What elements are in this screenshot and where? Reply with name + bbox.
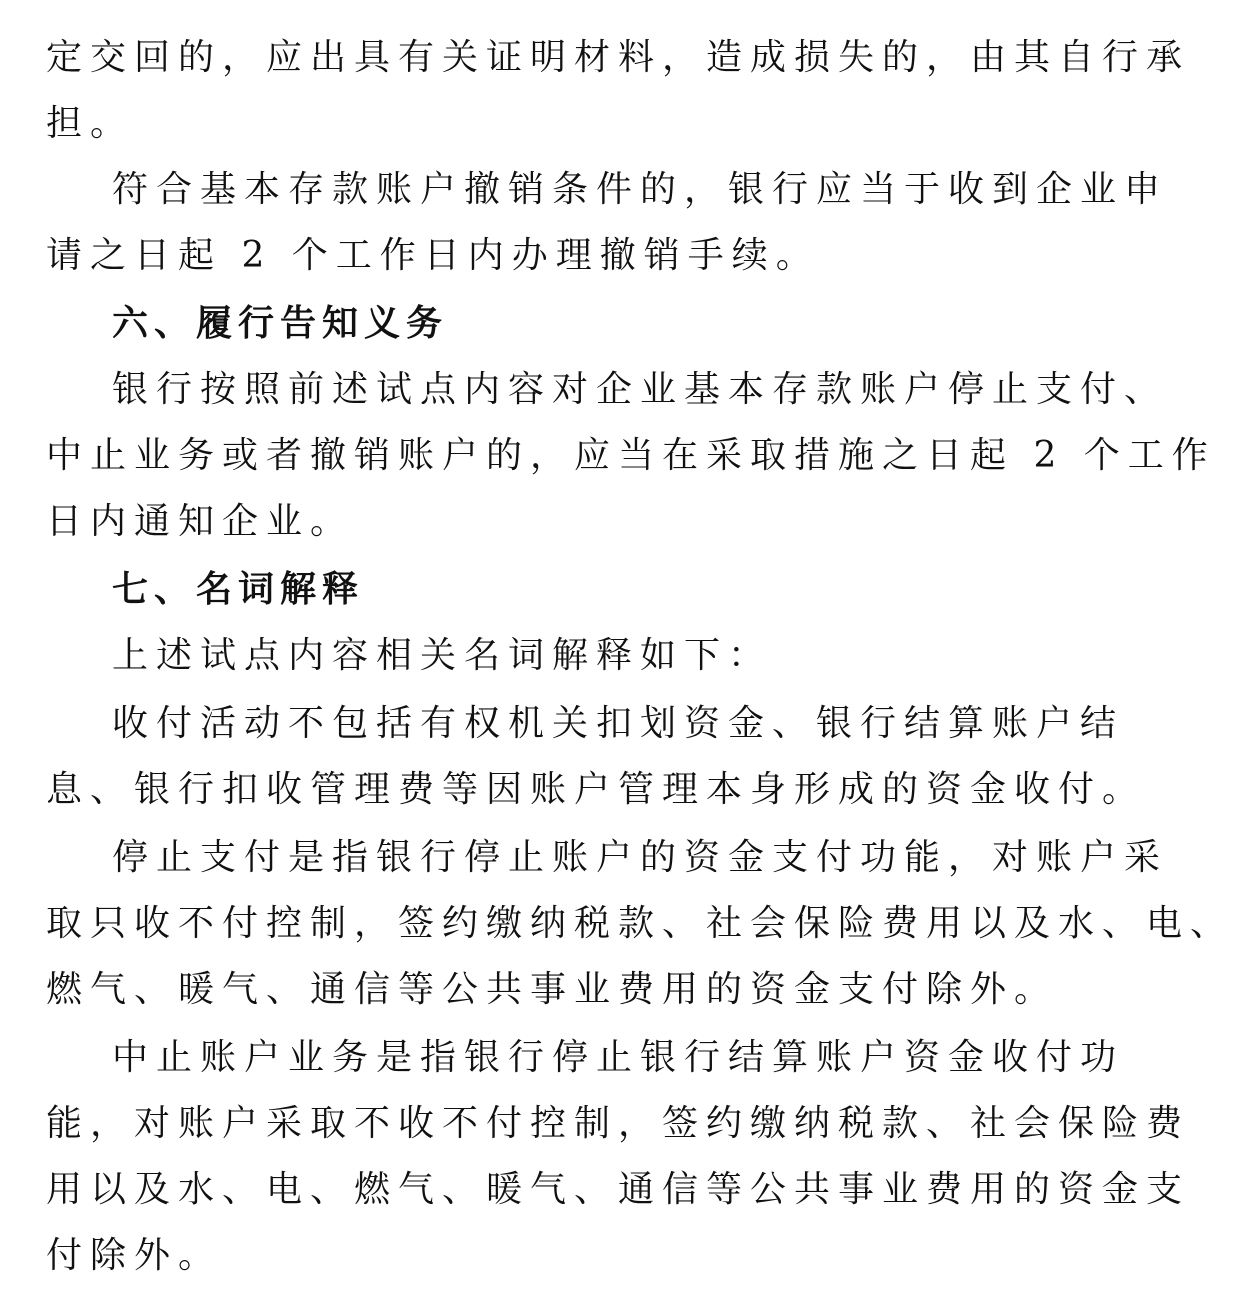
text-line-1: 定交回的，应出具有关证明材料，造成损失的，由其自行承 [46,37,1191,78]
text-line-11: 收付活动不包括有权机关扣划资金、银行结算账户结 [112,703,1125,744]
text-line-18: 用以及水、电、燃气、暖气、通信等公共事业费用的资金支 [46,1169,1191,1210]
text-line-2: 担。 [46,103,135,144]
text-line-3: 符合基本存款账户撤销条件的，银行应当于收到企业申 [112,169,1169,210]
text-line-15: 燃气、暖气、通信等公共事业费用的资金支付除外。 [46,969,1059,1010]
text-line-12: 息、银行扣收管理费等因账户管理本身形成的资金收付。 [46,769,1147,810]
text-line-8: 日内通知企业。 [46,501,355,542]
text-line-13: 停止支付是指银行停止账户的资金支付功能，对账户采 [112,837,1169,878]
section-heading-6: 六、履行告知义务 [112,303,449,344]
text-line-10: 上述试点内容相关名词解释如下： [112,635,773,676]
text-line-6: 银行按照前述试点内容对企业基本存款账户停止支付、 [112,369,1169,410]
text-line-16: 中止账户业务是指银行停止银行结算账户资金收付功 [112,1037,1125,1078]
section-heading-7: 七、名词解释 [112,569,365,610]
text-line-14: 取只收不付控制，签约缴纳税款、社会保险费用以及水、电、 [46,903,1234,944]
text-line-4: 请之日起 2 个工作日内办理撤销手续。 [46,235,820,276]
text-line-17: 能，对账户采取不收不付控制，签约缴纳税款、社会保险费 [46,1103,1191,1144]
text-line-7: 中止业务或者撤销账户的，应当在采取措施之日起 2 个工作 [46,435,1216,476]
text-line-19: 付除外。 [46,1235,223,1276]
